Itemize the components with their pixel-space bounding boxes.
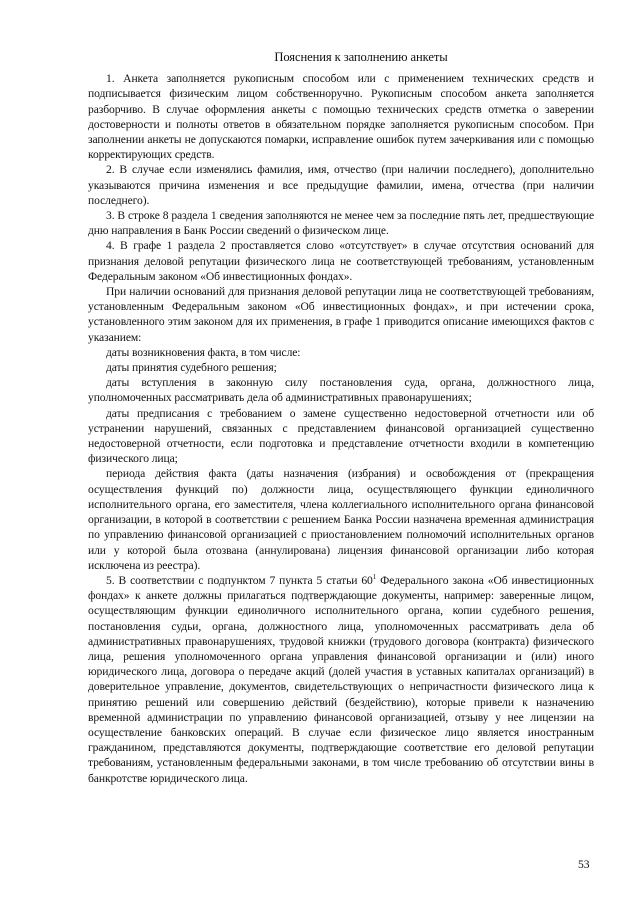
paragraph-1: 1. Анкета заполняется рукописным способом или с применением технических средств и подписывается физическим лицом собственноручно. Рукописным способом анкета заполняется разборчиво. В случае оформления анкеты с помощью технических средств отметка о заверении достоверности и полноты ответов в обязательном порядке заполняется рукописным способом. При заполнении анкеты не допускаются помарки, исправление ошибок путем зачеркивания или с помощью корректирующих средств.	[88, 72, 594, 162]
list-item-fact-period: периода действия факта (даты назначения (избрания) и освобождения от (прекращения осуществления функций по) должности лица, осуществляющего функции единоличного исполнительного органа, его заместителя, члена коллегиального исполнительного органа финансовой организации, в которой в соответствии с решением Банка России назначена временная администрация по управлению финансовой организацией с приостановлением полномочий исполнительных органов или у которой была отозвана (аннулирована) лицензия финансовой организации либо которая исключена из реестра).	[88, 467, 594, 572]
paragraph-2: 2. В случае если изменялись фамилия, имя, отчество (при наличии последнего), дополнительно указываются причина изменения и все предыдущие фамилии, имена, отчества (при наличии последнего).	[88, 163, 594, 207]
paragraph-3: 3. В строке 8 раздела 1 сведения заполняются не менее чем за последние пять лет, предшествующие дню направления в Банк России сведений о физическом лице.	[88, 209, 594, 238]
paragraph-4: 4. В графе 1 раздела 2 проставляется слово «отсутствует» в случае отсутствия оснований для признания деловой репутации физического лица не соответствующей требованиям, установленным Федеральным законом «Об инвестиционных фондах».	[88, 239, 594, 283]
list-item-entry-into-force-date: даты вступления в законную силу постановления суда, органа, должностного лица, уполномоченных рассматривать дела об административных правонарушениях;	[88, 376, 594, 405]
paragraph-5-start: 5. В соответствии с подпунктом 7 пункта 5 статьи 60	[106, 573, 373, 587]
list-item-court-decision-date: даты принятия судебного решения;	[106, 361, 277, 375]
list-item-fact-date: даты возникновения факта, в том числе:	[106, 345, 301, 359]
page-title: Пояснения к заполнению анкеты	[274, 50, 448, 64]
paragraph-5	[88, 573, 594, 786]
list-item-order-date: даты предписания с требованием о замене существенно недостоверной отчетности или об устранении нарушений, связанных с представлением финансовой организацией существенно недостоверной отчетности, если подготовка и представление отчетности входили в компетенцию физического лица;	[88, 406, 594, 466]
footnote-superscript: 1	[372, 573, 377, 582]
page-number: 53	[578, 858, 590, 871]
paragraph-5-rest: Федерального закона «Об инвестиционных фондах» к анкете должны прилагаться подтверждающие документы, например: заверенные лицом, осуществляющим функции единоличного исполнительного органа, копии судебного решения, постановления судьи, органа, должностного лица, уполномоченных рассматривать дела об административных правонарушениях, трудовой книжки (трудового договора (контракта) физического лица, решения уполномоченного органа управления финансовой организации и (или) иного юридического лица, договора о передаче акций (долей участия в уставных капиталах организаций) в доверительное управление, документов, свидетельствующих о непричастности физического лица к принятию решений или совершению действий (бездействию), которые привели к назначению временной администрации по управлению финансовой организацией, отзыву у нее лицензии на осуществление банковских операций. В случае если физическое лицо является иностранным гражданином, представляются документы, подтверждающие соответствие его деловой репутации требованиям, установленным федеральными законами, в том числе требованию об отсутствии вины в банкротстве юридического лица.	[88, 573, 594, 785]
paragraph-4-continued: При наличии оснований для признания деловой репутации лица не соответствующей требованиям, установленным Федеральным законом «Об инвестиционных фондах», и при истечении срока, установленного этим законом для их применения, в графе 1 приводится описание имеющихся фактов с указанием:	[88, 285, 594, 344]
document-page	[88, 50, 594, 786]
